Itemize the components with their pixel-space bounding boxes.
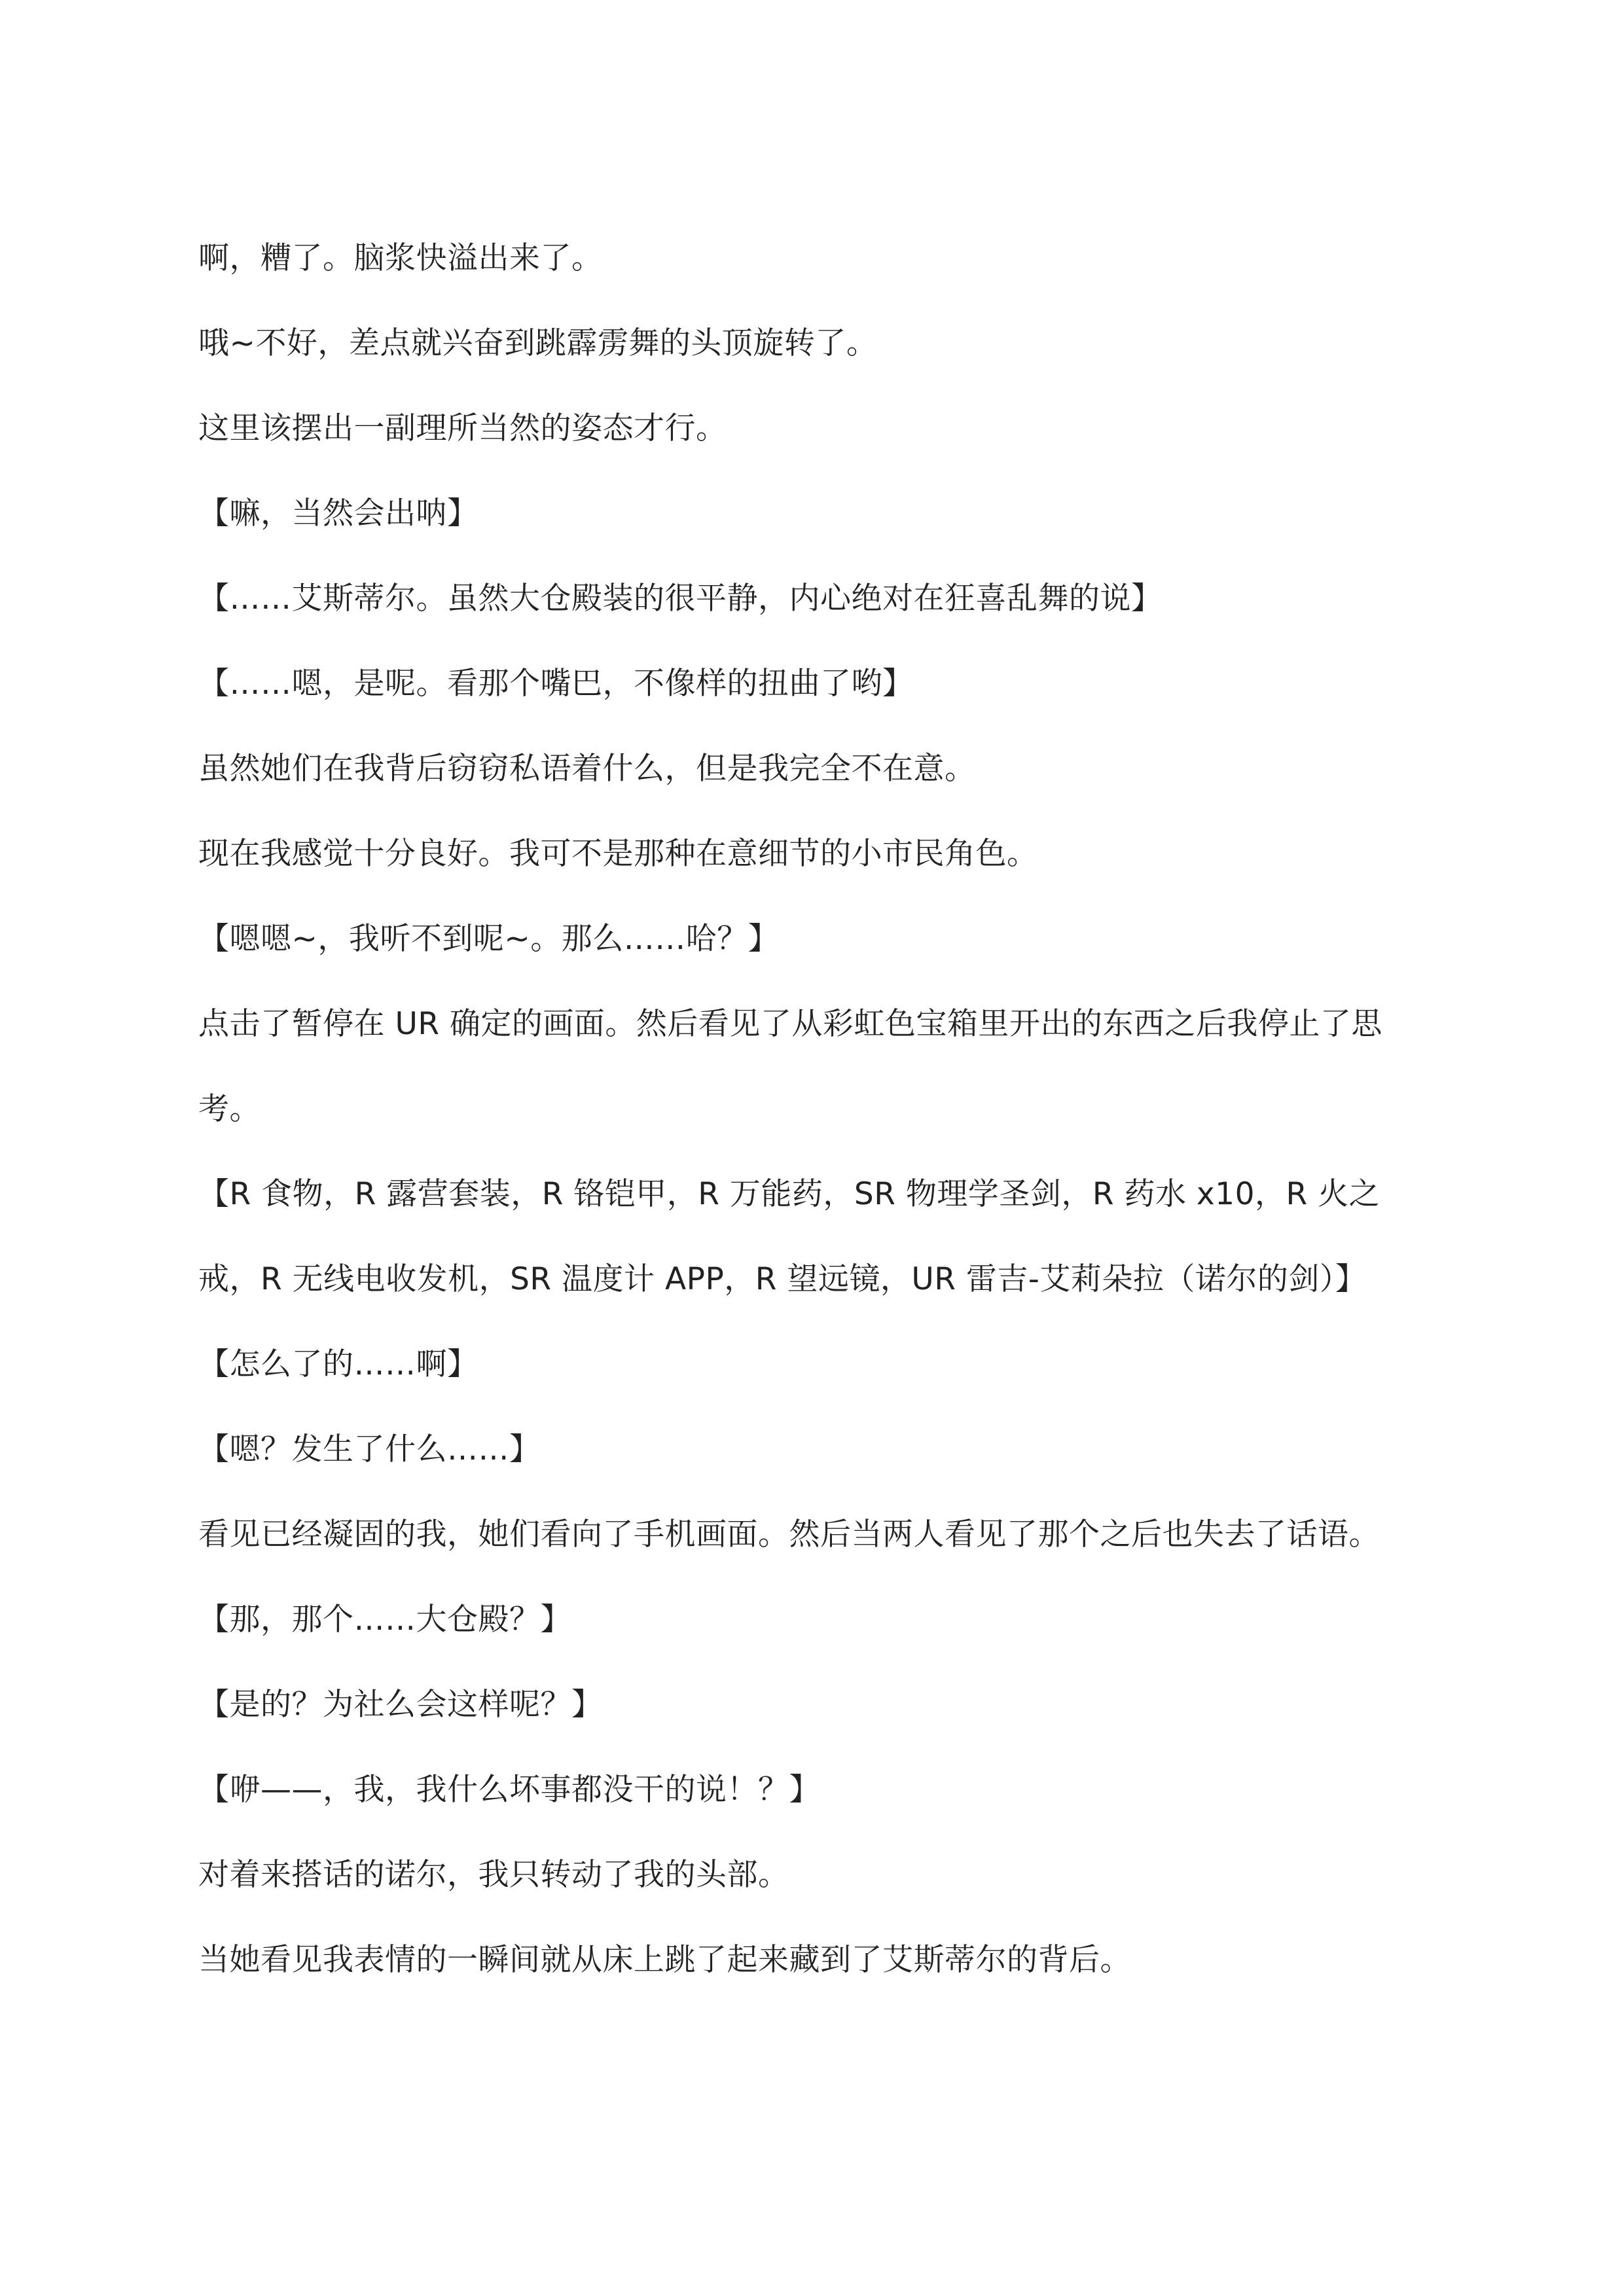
paragraph-2: 哦~不好，差点就兴奋到跳霹雳舞的头顶旋转了。 <box>198 325 878 361</box>
paragraph-16: 【是的？为社么会这样呢？】 <box>198 1687 603 1723</box>
paragraph-12: 【怎么了的……啊】 <box>198 1346 478 1382</box>
body-text <box>198 216 1435 2003</box>
paragraph-10: 点击了暂停在 UR 确定的画面。然后看见了从彩虹色宝箱里开出的东西之后我停止了思考。 <box>198 1006 1382 1127</box>
paragraph-9: 【嗯嗯~，我听不到呢~。那么……哈？】 <box>198 921 780 957</box>
paragraph-11: 【R 食物，R 露营套装，R 铬铠甲，R 万能药，SR 物理学圣剑，R 药水 x10，R 火之戒，R 无线电收发机，SR 温度计 APP，R 望远镜，UR 雷吉-艾莉朵拉（诺尔的剑）】 <box>198 1176 1380 1297</box>
paragraph-13: 【嗯？发生了什么……】 <box>198 1431 541 1467</box>
paragraph-4: 【嘛，当然会出呐】 <box>198 495 478 531</box>
paragraph-8: 现在我感觉十分良好。我可不是那种在意细节的小市民角色。 <box>198 836 1038 872</box>
paragraph-3: 这里该摆出一副理所当然的姿态才行。 <box>198 410 727 446</box>
paragraph-7: 虽然她们在我背后窃窃私语着什么，但是我完全不在意。 <box>198 751 976 787</box>
paragraph-19: 当她看见我表情的一瞬间就从床上跳了起来藏到了艾斯蒂尔的背后。 <box>198 1942 1131 1978</box>
paragraph-5: 【……艾斯蒂尔。虽然大仓殿装的很平静，内心绝对在狂喜乱舞的说】 <box>198 581 1163 617</box>
paragraph-14: 看见已经凝固的我，她们看向了手机画面。然后当两人看见了那个之后也失去了话语。 <box>198 1516 1380 1552</box>
paragraph-1: 啊，糟了。脑浆快溢出来了。 <box>198 240 603 276</box>
paragraph-6: 【……嗯，是呢。看那个嘴巴，不像样的扭曲了哟】 <box>198 666 914 702</box>
paragraph-17: 【咿——，我，我什么坏事都没干的说！？】 <box>198 1772 820 1808</box>
paragraph-18: 对着来搭话的诺尔，我只转动了我的头部。 <box>198 1857 789 1893</box>
paragraph-15: 【那，那个……大仓殿？】 <box>198 1602 571 1638</box>
